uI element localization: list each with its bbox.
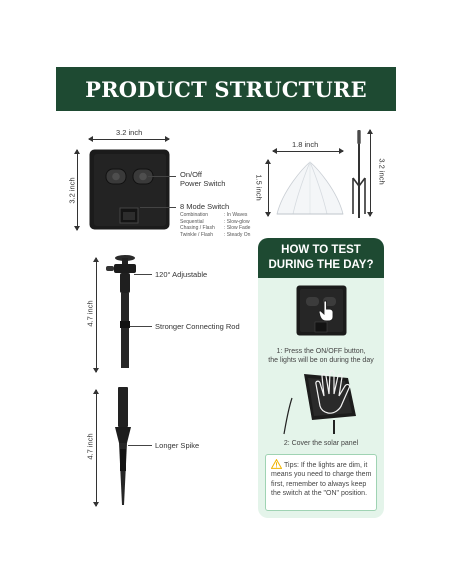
ground-stake-image	[351, 130, 367, 220]
connecting-rod-label: Stronger Connecting Rod	[155, 322, 240, 331]
mode-list-right: : In Waves : Slow-glow : Slow Fade : Steady On	[224, 212, 251, 238]
tips-text: Tips: If the lights are dim, it means you need to charge them first, remember to always keep the switch at the "ON" position.	[271, 462, 372, 498]
how-to-test-header	[258, 238, 384, 278]
solar-panel-image	[89, 149, 171, 231]
shade-width-label: 1.8 inch	[292, 140, 319, 149]
test-title-line1: HOW TO TEST	[281, 244, 361, 257]
stake-height-dimension	[370, 130, 371, 216]
spike-image	[113, 387, 133, 509]
mode-switch-label: 8 Mode Switch	[180, 202, 230, 211]
hand-cover-icon	[312, 370, 362, 416]
hand-pointer-icon	[318, 300, 336, 322]
shade-height-dimension	[268, 160, 269, 216]
rod-height-label: 4.7 inch	[85, 300, 95, 327]
shade-height-label: 1.5 inch	[254, 174, 264, 201]
adjustable-label: 120° Adjustable	[155, 270, 208, 279]
test-title-line2: DURING THE DAY?	[268, 259, 374, 271]
spike-leader	[128, 445, 152, 446]
test-step-1: 1: Press the ON/OFF button, the lights will be on during the day	[268, 348, 374, 365]
spike-label: Longer Spike	[155, 441, 200, 450]
panel-width-dimension	[89, 139, 169, 140]
stake-height-label: 3.2 inch	[377, 158, 387, 185]
power-switch-leader	[148, 176, 176, 177]
connecting-rod-leader	[130, 326, 152, 327]
power-switch-label: On/Off Power Switch	[180, 170, 226, 189]
spike-height-dimension	[96, 390, 97, 506]
spike-height-label: 4.7 inch	[85, 433, 95, 460]
shade-width-dimension	[273, 151, 343, 152]
page-title: PRODUCT STRUCTURE	[85, 76, 367, 102]
adjustable-leader	[134, 274, 152, 275]
rod-height-dimension	[96, 258, 97, 372]
connecting-rod-image	[104, 253, 148, 371]
panel-width-label: 3.2 inch	[116, 128, 143, 137]
mode-list-left: Combination Sequential Chasing / Flash Twinkle / Flash	[180, 212, 215, 238]
panel-height-dimension	[77, 150, 78, 230]
warning-triangle-icon	[271, 459, 282, 469]
lamp-shade-image	[275, 160, 345, 218]
tips-box	[265, 454, 377, 511]
mode-switch-leader	[140, 207, 176, 208]
test-step-2: 2: Cover the solar panel	[283, 440, 359, 447]
panel-height-label: 3.2 inch	[67, 177, 77, 204]
title-banner	[56, 67, 396, 111]
